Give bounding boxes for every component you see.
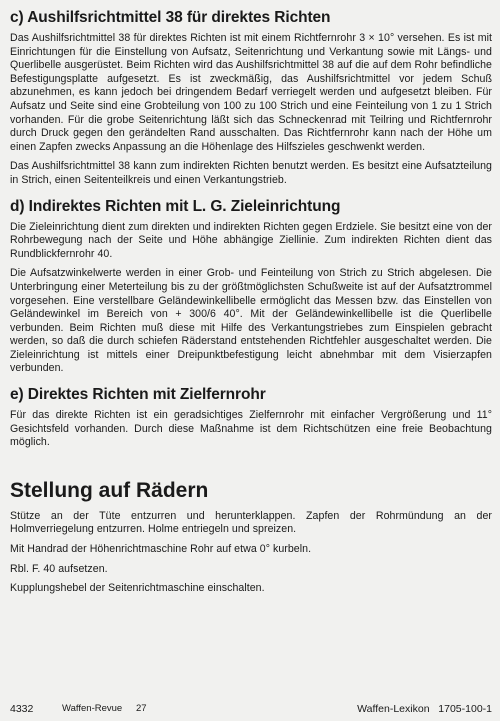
issue-number: 27 (136, 703, 147, 714)
page-number: 4332 (10, 703, 34, 715)
section-d (10, 197, 492, 377)
page-footer (10, 702, 492, 716)
section-e-paragraph-1: Für das direkte Richten ist ein geradsichtiges Zielfernrohr mit einfacher Vergrößerung und 11° Gesichtsfeld vorhanden. Durch diese Maßnahme ist dem Richtschützen eine freie Beobachtung möglich. (10, 409, 492, 449)
section-c-paragraph-2: Das Aushilfsrichtmittel 38 kann zum indirekten Richten benutzt werden. Es besitzt eine Aufsatzteilung in Strich, einen Seitenteilkreis und einen Verkantungstrieb. (10, 160, 492, 186)
stellung-paragraph-1: Stütze an der Tüte entzurren und herunterklappen. Zapfen der Rohrmündung an der Holmverriegelung entzurren. Holme entriegeln und spreizen. (10, 509, 492, 536)
section-d-paragraph-1: Die Zieleinrichtung dient zum direkten und indirekten Richten gegen Erdziele. Sie besitzt eine von der Rohrbewegung nach der Seite und Höhe abhängige Ziellinie. Zum indirekten Richten dient das Rundblickfernrohr 40. (10, 220, 492, 260)
stellung-paragraph-3: Rbl. F. 40 aufsetzen. (10, 562, 108, 575)
section-e (10, 385, 492, 450)
section-c-paragraph-1: Das Aushilfsrichtmittel 38 für direktes Richten ist mit einem Richtfernrohr 3 × 10° versehen. Es ist mit Einrichtungen für die Einstellung von Aufsatz, Seitenrichtung und Verkantung sowie mit Längs- und Querlibelle ausgerüstet. Beim Richten wird das Aushilfsrichtmittel 38 auf die auf dem Rohr befindliche Befestigungsplatte aufgesetzt. Es ist zweckmäßig, das Aushilfsrichtmittel vor jedem Schuß abzunehmen, es kann jedoch bei dringendem Bedarf verriegelt werden und aufgesetzt bleiben. Für Aufsatz und Seite sind eine Grobteilung von 100 zu 100 Strich und eine Feinteilung von 1 zu 1 Strich vorhanden. Für die grobe Seitenrichtung läßt sich das Schneckenrad mit Teilring und Richtfernrohr durch Druck gegen den gerändelten Rand ausschalten. Das Richtfernrohr kann nach der Höhe um einen Zapfen zwecks Anpassung an die Höhenlage des Hilfszieles geschwenkt werden. (10, 32, 492, 153)
section-c-title: c) Aushilfsrichtmittel 38 für direktes Richten (10, 9, 331, 26)
section-d-paragraph-2: Die Aufsatzwinkelwerte werden in einer Grob- und Feinteilung von Strich zu Strich abgelesen. Die Unterbringung einer Meterteilung bis zu der größtmöglichsten Schußweite ist auf der Aufsatztrommel vorgesehen. Eine verstellbare Geländewinkellibelle ermöglicht das Messen bzw. das Einstellen von Geländewinkel im Bereich von + 300/6 40°. Mit der Geländewinkellibelle ist die Querlibelle verbunden. Beim Richten muß diese mit Hilfe des Verkantungstriebes zum Einspielen gebracht werden, so daß die durch schiefen Räderstand entstehenden Richtfehler ausgeschaltet werden. Die Zieleinrichtung ist mittels einer Dreipunktbefestigung leicht abnehmbar mit dem Visierzapfen verbunden. (10, 267, 492, 375)
section-e-title: e) Direktes Richten mit Zielfernrohr (10, 386, 266, 404)
stellung-section (10, 478, 492, 596)
magazine-name: Waffen-Revue (62, 703, 123, 714)
section-d-title: d) Indirektes Richten mit L. G. Zieleinrichtung (10, 197, 341, 215)
document-page (10, 8, 492, 602)
section-c (10, 8, 492, 188)
stellung-paragraph-2: Mit Handrad der Höhenrichtmaschine Rohr auf etwa 0° kurbeln. (10, 543, 312, 556)
stellung-paragraph-4: Kupplungshebel der Seitenrichtmaschine einschalten. (10, 582, 265, 595)
stellung-title: Stellung auf Rädern (10, 478, 209, 502)
lexikon-reference: Waffen-Lexikon 1705-100-1 (357, 703, 492, 715)
